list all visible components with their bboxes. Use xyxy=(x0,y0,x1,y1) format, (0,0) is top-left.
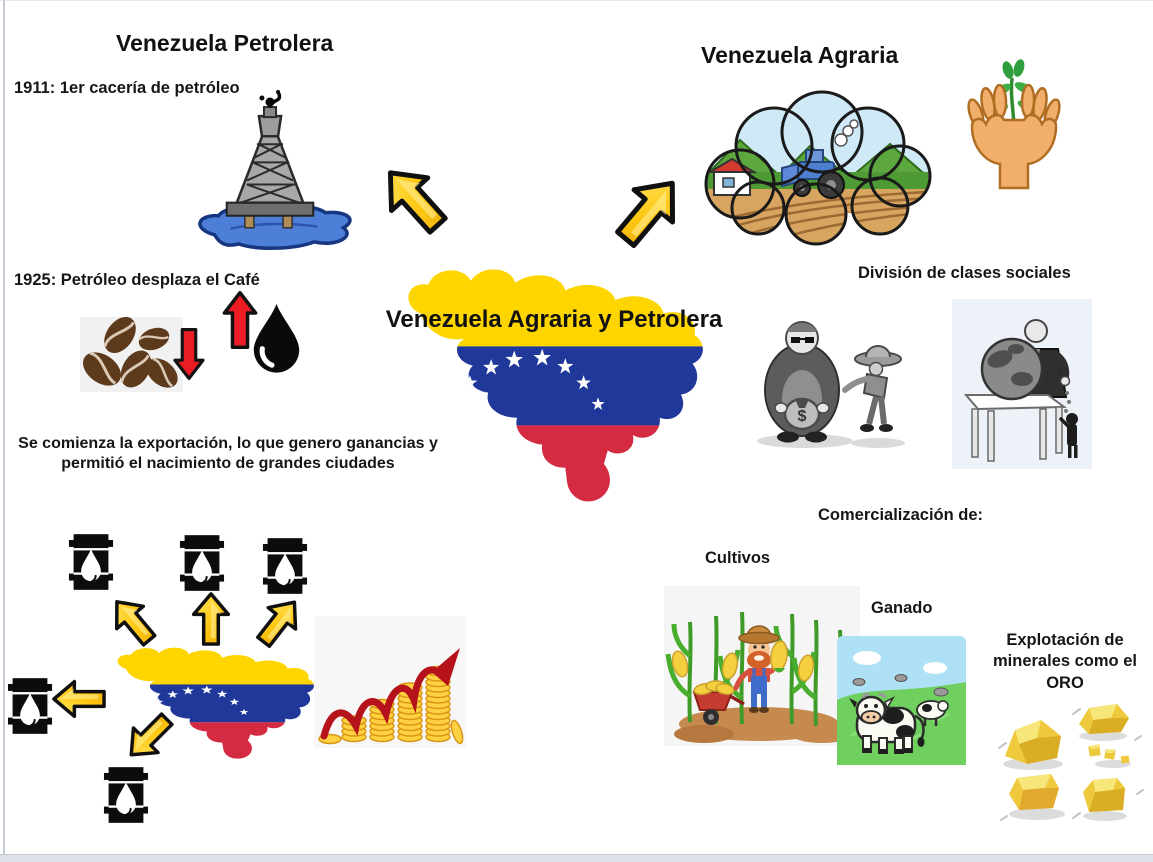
money-bag-symbol: $ xyxy=(797,408,807,425)
hands-holding-plant-icon xyxy=(958,52,1070,190)
man-with-globe-and-beggar-icon xyxy=(952,299,1092,469)
venezuela-flag-map-icon xyxy=(388,252,706,514)
oil-barrel-icon xyxy=(5,677,55,735)
oil-barrel-icon xyxy=(66,533,116,591)
gold-nuggets-icon xyxy=(993,698,1145,828)
farm-scene-icon xyxy=(698,88,936,246)
label-oro: Explotación de minerales como el ORO xyxy=(993,631,1137,692)
title-center: Venezuela Agraria y Petrolera xyxy=(385,306,723,333)
gold-arrow-up-icon xyxy=(190,592,232,646)
coins-growth-chart-icon xyxy=(314,616,466,748)
corn-farmer-icon xyxy=(664,586,860,746)
slide-bottom-border xyxy=(0,854,1153,862)
oil-drop-icon xyxy=(248,301,305,372)
coffee-beans-icon xyxy=(80,317,183,392)
oil-barrel-icon xyxy=(101,766,151,824)
oil-barrel-icon xyxy=(260,537,310,595)
red-arrow-down-icon xyxy=(172,328,206,380)
label-comercializacion: Comercialización de: xyxy=(818,506,984,524)
label-event-1925: 1925: Petróleo desplaza el Café xyxy=(14,271,260,289)
venezuela-flag-map-small-icon xyxy=(104,642,316,762)
gold-arrow-to-petrolera-icon xyxy=(366,150,463,248)
cows-pasture-icon xyxy=(837,636,966,765)
slide-top-border xyxy=(0,0,1153,1)
title-venezuela-agraria: Venezuela Agraria xyxy=(701,42,899,68)
oil-barrel-icon xyxy=(177,534,227,592)
title-venezuela-petrolera: Venezuela Petrolera xyxy=(116,30,334,56)
label-cultivos: Cultivos xyxy=(705,549,771,567)
oil-derrick-icon xyxy=(172,96,368,262)
label-division-clases: División de clases sociales xyxy=(858,264,1071,282)
label-event-1911: 1911: 1er cacería de petróleo xyxy=(14,79,240,97)
label-export-note: Se comienza la exportación, lo que genero ganancias y permitió el nacimiento de grandes ciudades xyxy=(18,435,438,473)
rich-man-and-peasant-icon xyxy=(750,302,915,452)
label-ganado: Ganado xyxy=(871,599,933,617)
gold-arrow-left-icon xyxy=(52,678,106,720)
gold-arrow-to-agraria-icon xyxy=(600,161,698,261)
